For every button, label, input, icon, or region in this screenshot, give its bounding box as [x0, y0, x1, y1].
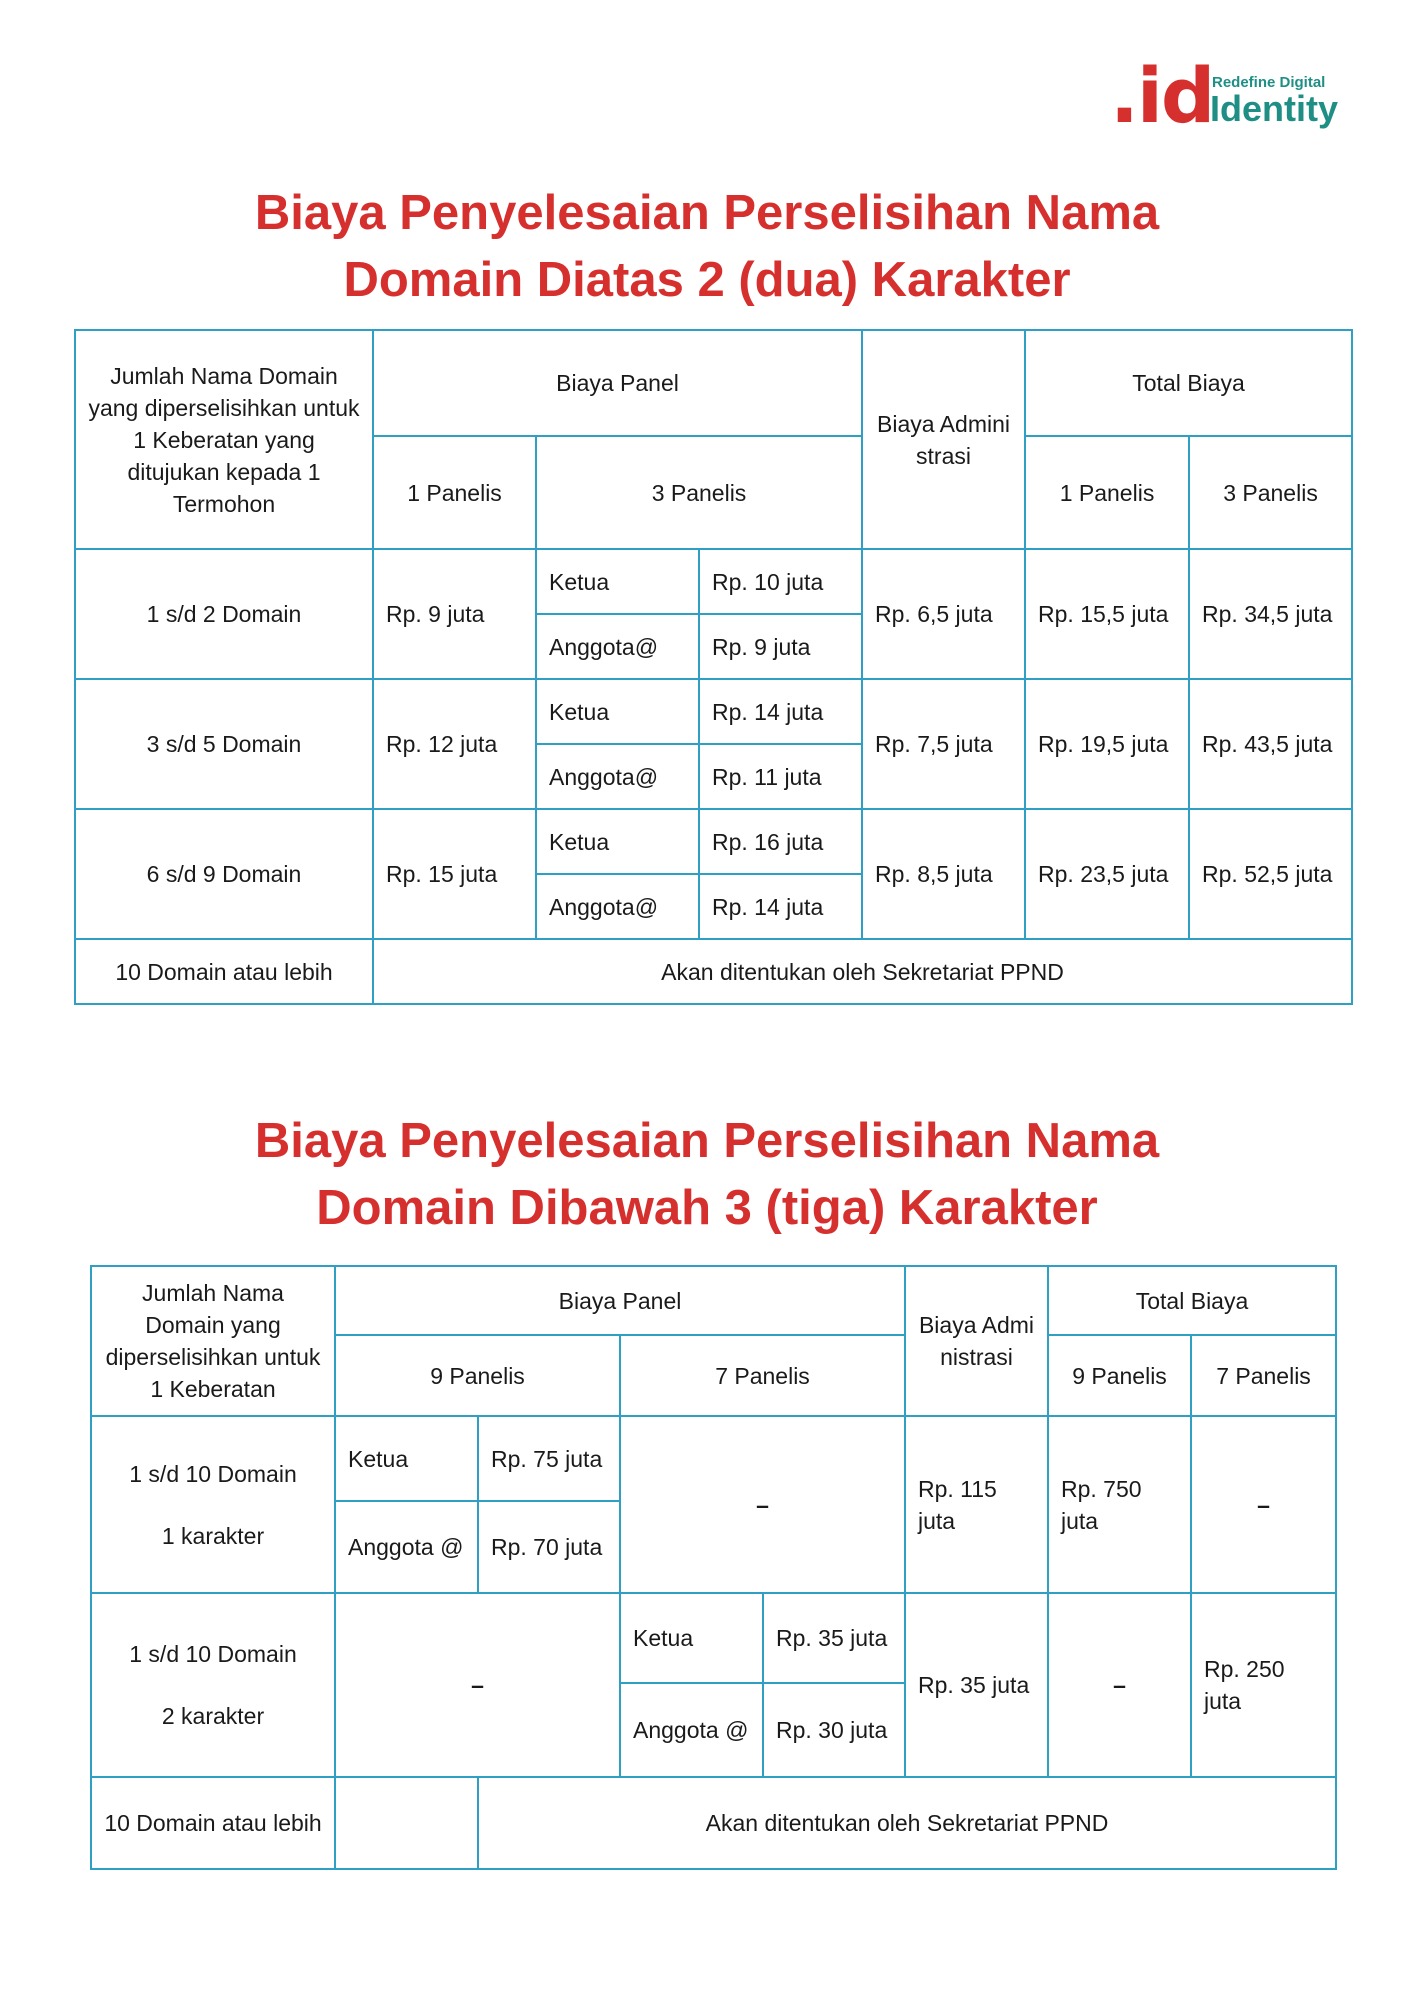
cell-admin: Rp. 115 juta — [905, 1416, 1048, 1593]
cell-ketua-label: Ketua — [620, 1593, 763, 1683]
cell-jumlah-karakter: 1 karakter — [161, 1522, 265, 1549]
cell-anggota-label: Anggota@ — [536, 874, 699, 939]
table-row — [75, 549, 1352, 614]
cell-jumlah: 3 s/d 5 Domain — [75, 679, 373, 809]
cell-total-9: Rp. 750 juta — [1048, 1416, 1191, 1593]
cell-anggota-label: Anggota@ — [536, 744, 699, 809]
table-row — [75, 939, 1352, 1004]
cell-panel-7: – — [620, 1416, 905, 1593]
cell-total-1: Rp. 19,5 juta — [1025, 679, 1189, 809]
header-total-biaya: Total Biaya — [1025, 330, 1352, 436]
table-row — [91, 1593, 1336, 1683]
header-total-3-panelis: 3 Panelis — [1189, 436, 1352, 549]
cell-panel-1: Rp. 12 juta — [373, 679, 536, 809]
header-total-7-panelis: 7 Panelis — [1191, 1335, 1336, 1416]
cell-total-3: Rp. 43,5 juta — [1189, 679, 1352, 809]
cell-jumlah-range: 1 s/d 10 Domain — [129, 1641, 297, 1667]
cell-anggota: Rp. 11 juta — [699, 744, 862, 809]
cell-jumlah-range: 1 s/d 10 Domain — [129, 1460, 297, 1487]
cell-anggota-label: Anggota @ — [620, 1683, 763, 1777]
header-total-biaya: Total Biaya — [1048, 1266, 1336, 1335]
cell-total-3: Rp. 34,5 juta — [1189, 549, 1352, 679]
cell-jumlah — [91, 1593, 335, 1777]
cell-anggota: Rp. 9 juta — [699, 614, 862, 679]
header-3-panelis: 3 Panelis — [536, 436, 862, 549]
cell-panel-1: Rp. 9 juta — [373, 549, 536, 679]
cell-empty — [335, 1777, 478, 1869]
logo-tagline: Redefine Digital — [1212, 74, 1326, 91]
cell-note: Akan ditentukan oleh Sekretariat PPND — [373, 939, 1352, 1004]
cell-total-7: – — [1191, 1416, 1336, 1593]
table-below-3-characters — [90, 1265, 1337, 1870]
cell-total-7: Rp. 250 juta — [1191, 1593, 1336, 1777]
cell-anggota: Rp. 70 juta — [478, 1501, 620, 1593]
cell-ketua-label: Ketua — [335, 1416, 478, 1501]
cell-total-9: – — [1048, 1593, 1191, 1777]
header-total-9-panelis: 9 Panelis — [1048, 1335, 1191, 1416]
table-above-2-characters — [74, 329, 1353, 1005]
table-row — [91, 1416, 1336, 1501]
cell-ketua: Rp. 35 juta — [763, 1593, 905, 1683]
header-jumlah: Jumlah Nama Domain yang diperselisihkan untuk 1 Keberatan yang ditujukan kepada 1 Termohon — [75, 330, 373, 549]
header-7-panelis: 7 Panelis — [620, 1335, 905, 1416]
header-biaya-administrasi: Biaya Administrasi — [905, 1266, 1048, 1416]
logo-mark: .id — [1110, 51, 1214, 140]
cell-jumlah: 1 s/d 2 Domain — [75, 549, 373, 679]
logo — [1110, 51, 1350, 140]
header-biaya-administrasi: Biaya Administrasi — [862, 330, 1025, 549]
cell-total-1: Rp. 23,5 juta — [1025, 809, 1189, 939]
cell-ketua-label: Ketua — [536, 809, 699, 874]
section2-title — [0, 1108, 1414, 1242]
section1-title — [0, 180, 1414, 314]
cell-panel-1: Rp. 15 juta — [373, 809, 536, 939]
section1-title-line2: Domain Diatas 2 (dua) Karakter — [343, 253, 1071, 307]
logo-brand: Identity — [1210, 88, 1339, 129]
cell-jumlah-karakter: 2 karakter — [161, 1703, 265, 1729]
cell-ketua: Rp. 16 juta — [699, 809, 862, 874]
cell-admin: Rp. 35 juta — [905, 1593, 1048, 1777]
header-total-1-panelis: 1 Panelis — [1025, 436, 1189, 549]
cell-jumlah — [91, 1416, 335, 1593]
cell-ketua-label: Ketua — [536, 549, 699, 614]
cell-panel-9: – — [335, 1593, 620, 1777]
section1-title-line1: Biaya Penyelesaian Perselisihan Nama — [254, 186, 1160, 240]
cell-total-3: Rp. 52,5 juta — [1189, 809, 1352, 939]
section2-title-line1: Biaya Penyelesaian Perselisihan Nama — [254, 1114, 1160, 1168]
header-1-panelis: 1 Panelis — [373, 436, 536, 549]
cell-ketua-label: Ketua — [536, 679, 699, 744]
cell-ketua: Rp. 75 juta — [478, 1416, 620, 1501]
cell-anggota-label: Anggota @ — [335, 1501, 478, 1593]
cell-admin: Rp. 7,5 juta — [862, 679, 1025, 809]
cell-anggota-label: Anggota@ — [536, 614, 699, 679]
cell-jumlah: 10 Domain atau lebih — [91, 1777, 335, 1869]
cell-admin: Rp. 6,5 juta — [862, 549, 1025, 679]
cell-admin: Rp. 8,5 juta — [862, 809, 1025, 939]
cell-jumlah: 10 Domain atau lebih — [75, 939, 373, 1004]
cell-jumlah: 6 s/d 9 Domain — [75, 809, 373, 939]
cell-ketua: Rp. 14 juta — [699, 679, 862, 744]
header-biaya-panel: Biaya Panel — [335, 1266, 905, 1335]
table-row — [75, 679, 1352, 744]
cell-anggota: Rp. 14 juta — [699, 874, 862, 939]
header-jumlah: Jumlah Nama Domain yang diperselisihkan untuk 1 Keberatan — [91, 1266, 335, 1416]
table-row — [75, 809, 1352, 874]
table-row — [91, 1777, 1336, 1869]
cell-ketua: Rp. 10 juta — [699, 549, 862, 614]
header-biaya-panel: Biaya Panel — [373, 330, 862, 436]
cell-note: Akan ditentukan oleh Sekretariat PPND — [478, 1777, 1336, 1869]
section2-title-line2: Domain Dibawah 3 (tiga) Karakter — [316, 1181, 1098, 1235]
header-9-panelis: 9 Panelis — [335, 1335, 620, 1416]
cell-total-1: Rp. 15,5 juta — [1025, 549, 1189, 679]
cell-anggota: Rp. 30 juta — [763, 1683, 905, 1777]
